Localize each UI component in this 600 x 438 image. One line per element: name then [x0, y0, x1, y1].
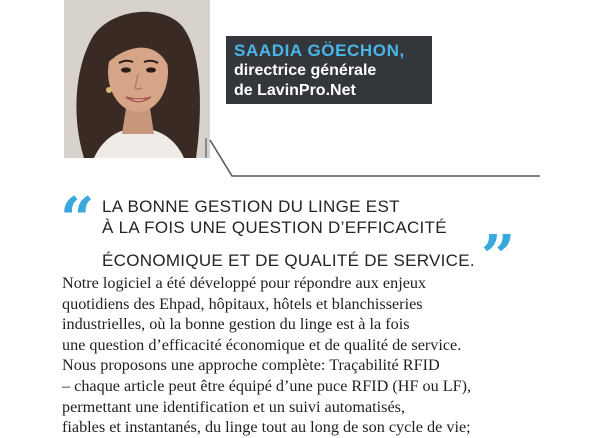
- body-line: industrielles, où la bonne gestion du linge est à la fois: [62, 315, 410, 334]
- article-body: [62, 273, 532, 438]
- speaker-name-box: [226, 36, 432, 104]
- portrait-photo: [64, 0, 210, 158]
- body-line: – chaque article peut être équipé d’une puce RFID (HF ou LF),: [62, 376, 472, 395]
- body-line: fiables et instantanés, du linge tout au long de son cycle de vie;: [62, 418, 471, 437]
- body-line: une question d’efficacité économique et de qualité de service.: [62, 335, 462, 354]
- pull-quote-line: LA BONNE GESTION DU LINGE EST: [102, 197, 400, 216]
- open-quote-mark-icon: “: [60, 185, 95, 255]
- close-quote-mark-icon: ”: [480, 223, 516, 293]
- speaker-role-line-2: de LavinPro.Net: [234, 82, 356, 99]
- speaker-name: SAADIA GÖECHON,: [234, 41, 405, 60]
- body-line: Nous proposons une approche complète: Traçabilité RFID: [62, 356, 440, 375]
- body-line: Notre logiciel a été développé pour répondre aux enjeux: [62, 274, 427, 292]
- body-line: permettant une identification et un suivi automatisés,: [62, 397, 405, 416]
- pull-quote-last-line: ÉCONOMIQUE ET DE QUALITÉ DE SERVICE.: [102, 251, 475, 270]
- pull-quote-line: À LA FOIS UNE QUESTION D’EFFICACITÉ: [102, 218, 447, 237]
- speaker-role-line-1: directrice générale: [234, 62, 377, 79]
- body-line: quotidiens des Ehpad, hôpitaux, hôtels et blanchisseries: [62, 294, 423, 313]
